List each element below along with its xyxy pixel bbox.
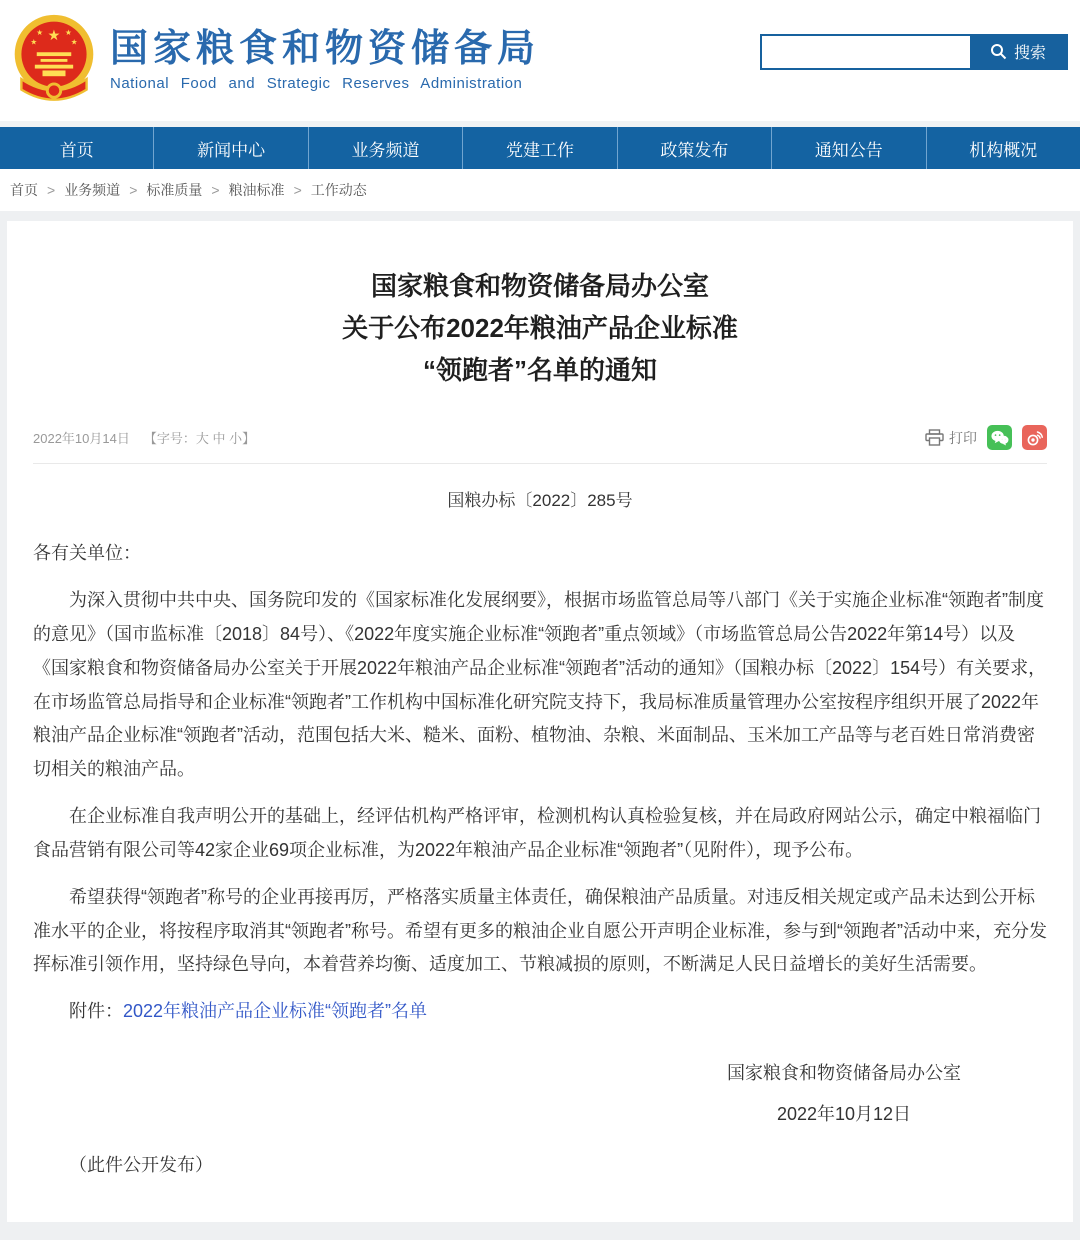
national-emblem-logo [8,10,100,111]
site-title: 国家粮食和物资储备局 [110,28,541,71]
paragraph-1: 为深入贯彻中共中央、国务院印发的《国家标准化发展纲要》，根据市场监管总局等八部门《关于实施企业标准“领跑者”制度的意见》（国市监标准〔2018〕84号）、《2022年度实施企业标准“领跑者”重点领域》（市场监管总局公告2022年第14号）以及《国家粮食和物资储备局办公室关于开展2022年粮油产品企业标准“领跑者”活动的通知》（国粮办标〔2022〕154号）有关要求，在市场监管总局指导和企业标准“领跑者”工作机构中国标准化研究院支持下，我局标准质量管理办公室按程序组织开展了2022年粮油产品企业标准“领跑者”活动，范围包括大米、糙米、面粉、植物油、杂粮、米面制品、玉米加工产品等与老百姓日常消费密切相关的粮油产品。 [33,590,1047,780]
publish-date: 2022年10月14日 [33,431,130,447]
nav-item-policy[interactable]: 政策发布 [618,127,772,169]
breadcrumb-work-news[interactable]: 工作动态 [310,182,367,198]
article-title-line3: “领跑者”名单的通知 [422,355,657,386]
search-icon [990,43,1007,60]
article-body [33,537,1047,1182]
print-button[interactable] [925,428,977,448]
site-subtitle-en: National Food and Strategic Reserves Administration [110,74,523,92]
breadcrumb-grain-oil-standards[interactable]: 粮油标准 [228,182,285,198]
main-nav [0,127,1080,169]
breadcrumb-standards-quality[interactable]: 标准质量 [146,182,203,198]
search-button-label: 搜索 [1013,45,1046,62]
font-size-switcher[interactable]: 【字号：大 中 小】 [143,431,256,447]
public-release-note: （此件公开发布） [69,1154,213,1175]
signature-date: 2022年10月12日 [776,1104,912,1125]
article-card [7,221,1073,1222]
svg-text:★: ★ [36,28,44,37]
print-label: 打印 [949,429,977,446]
search-input[interactable] [762,36,970,68]
breadcrumb-separator: > [129,182,138,198]
article-title-line2: 关于公布2022年粮油产品企业标准 [342,313,738,344]
nav-item-notice[interactable]: 通知公告 [772,127,926,169]
breadcrumb-home[interactable]: 首页 [10,182,38,198]
attachment-link[interactable]: 2022年粮油产品企业标准“领跑者”名单 [123,1001,428,1022]
breadcrumb-separator: > [293,182,302,198]
document-number: 国粮办标〔2022〕285号 [447,491,633,511]
nav-item-about[interactable]: 机构概况 [969,140,1038,160]
breadcrumb-separator: > [47,182,56,198]
svg-text:★: ★ [70,37,78,47]
nav-item-home[interactable]: 首页 [0,127,154,169]
signature-org: 国家粮食和物资储备局办公室 [727,1063,961,1084]
site-brand [8,10,540,111]
search-bar [760,34,1068,70]
printer-icon [925,429,944,446]
article-title-line1: 国家粮食和物资储备局办公室 [370,271,709,301]
breadcrumb [0,169,1080,211]
paragraph-2: 在企业标准自我声明公开的基础上，经评估机构严格评审，检测机构认真检验复核，并在局政府网站公示，确定中粮福临门食品营销有限公司等42家企业69项企业标准，为2022年粮油产品企业标准“领跑者”（见附件），现予公布。 [33,806,1041,860]
page-lower-background [0,211,1080,1240]
svg-text:★: ★ [64,28,72,37]
svg-text:★: ★ [47,27,61,44]
nav-item-news[interactable]: 新闻中心 [154,127,308,169]
breadcrumb-separator: > [211,182,220,198]
nav-item-party[interactable]: 党建工作 [463,127,617,169]
breadcrumb-business[interactable]: 业务频道 [64,182,121,198]
share-wechat-icon[interactable] [987,425,1012,450]
share-weibo-icon[interactable] [1022,425,1047,450]
attachment-label: 附件： [69,1001,123,1022]
article-title [33,265,1047,391]
svg-text:★: ★ [30,37,38,47]
nav-item-business[interactable]: 业务频道 [309,127,463,169]
signature-block [727,1053,961,1136]
site-header [0,0,1080,121]
paragraph-3: 希望获得“领跑者”称号的企业再接再厉，严格落实质量主体责任，确保粮油产品质量。对违反相关规定或产品未达到公开标准水平的企业，将按程序取消其“领跑者”称号。希望有更多的粮油企业自愿公开声明企业标准，参与到“领跑者”活动中来，充分发挥标准引领作用，坚持绿色导向，本着营养均衡、适度加工、节粮减损的原则，不断满足人民日益增长的美好生活需要。 [33,886,1047,975]
attachment-line [33,995,1047,1029]
article-meta-row [33,425,1047,464]
salutation: 各有关单位： [33,543,141,564]
search-button[interactable] [970,36,1066,68]
